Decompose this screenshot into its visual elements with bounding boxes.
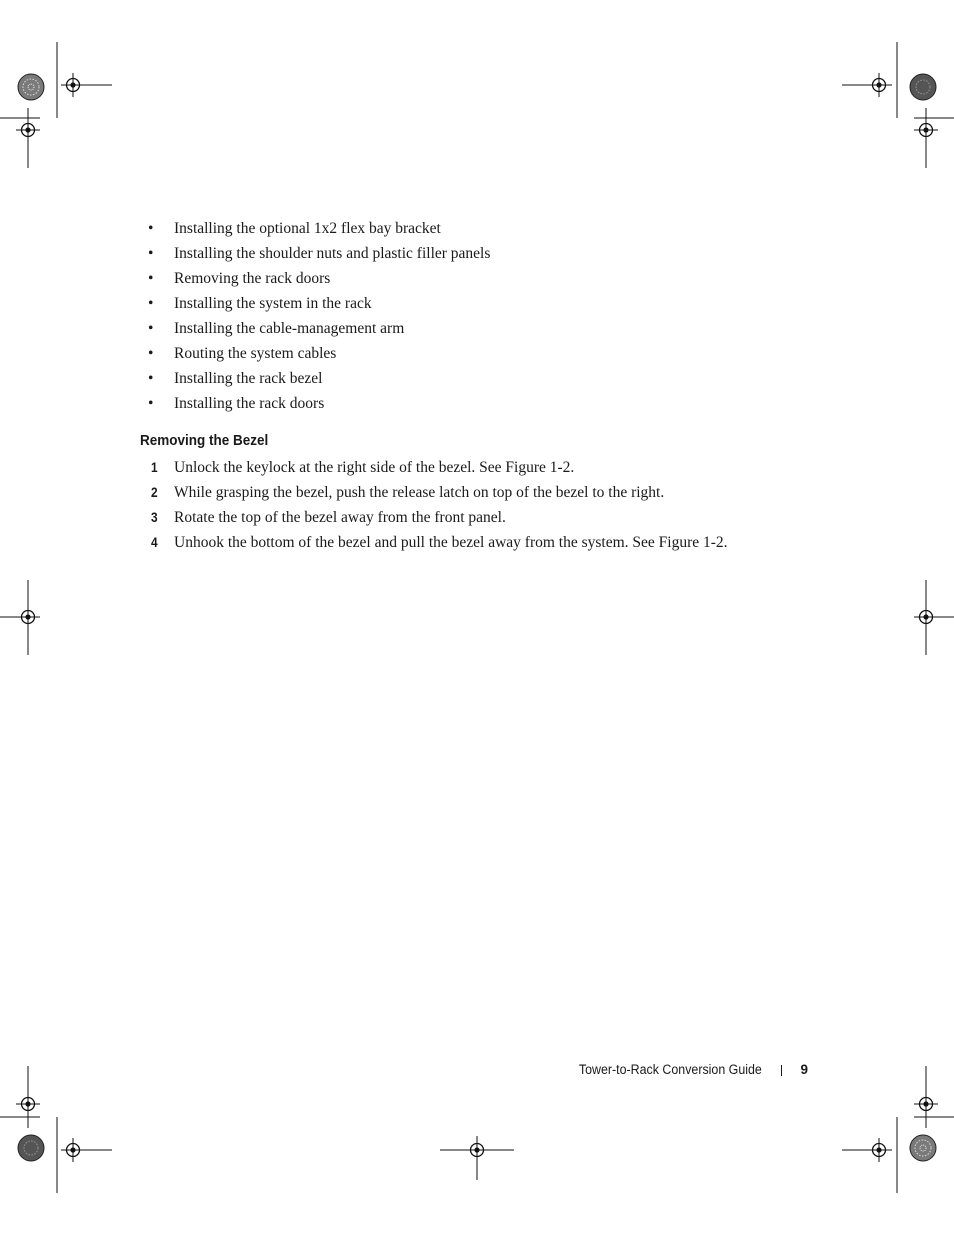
registration-target-icon [465, 1138, 489, 1162]
registration-target-icon [914, 1092, 938, 1116]
crop-mark-bottom-left [0, 1066, 112, 1193]
registration-target-icon [867, 1138, 891, 1162]
bullet-icon: • [148, 395, 154, 412]
registration-target-icon [914, 118, 938, 142]
list-item-text: Installing the shoulder nuts and plastic filler panels [174, 245, 491, 262]
color-bar-circle-top-right [910, 74, 936, 100]
section-heading: Removing the Bezel [140, 432, 269, 449]
step-text: Rotate the top of the bezel away from the front panel. [174, 509, 506, 526]
crop-mark-top-right [842, 42, 954, 168]
color-bar-circle-top-left [18, 74, 44, 100]
step-number: 1 [151, 459, 158, 475]
registration-target-icon [61, 1138, 85, 1162]
bullet-icon: • [148, 320, 154, 337]
step-number: 4 [151, 534, 158, 550]
page-number: 9 [800, 1062, 808, 1077]
registration-target-icon [16, 605, 40, 629]
list-item-text: Installing the optional 1x2 flex bay bracket [174, 220, 441, 237]
crop-mark-top-left [0, 42, 112, 168]
registration-target-icon [867, 73, 891, 97]
registration-target-icon [61, 73, 85, 97]
bullet-icon: • [148, 245, 154, 262]
bullet-icon: • [148, 220, 154, 237]
bullet-icon: • [148, 295, 154, 312]
bullet-icon: • [148, 370, 154, 387]
step-text: Unlock the keylock at the right side of the bezel. See Figure 1-2. [174, 459, 575, 476]
footer-separator [781, 1065, 782, 1076]
crop-mark-bottom-right [842, 1066, 954, 1193]
step-text: Unhook the bottom of the bezel and pull the bezel away from the system. See Figure 1-2. [174, 534, 728, 551]
bullet-icon: • [148, 345, 154, 362]
list-item-text: Installing the rack bezel [174, 370, 323, 387]
color-bar-circle-bottom-right [910, 1135, 936, 1161]
step-number: 2 [151, 484, 158, 500]
list-item-text: Installing the cable-management arm [174, 320, 405, 337]
registration-target-icon [914, 605, 938, 629]
page-footer [563, 1058, 808, 1082]
list-item-text: Installing the rack doors [174, 395, 325, 412]
list-item-text: Installing the system in the rack [174, 295, 372, 312]
bullet-icon: • [148, 270, 154, 287]
footer-guide-title: Tower-to-Rack Conversion Guide [578, 1062, 762, 1077]
step-number: 3 [151, 509, 158, 525]
list-item-text: Removing the rack doors [174, 270, 331, 287]
list-item-text: Routing the system cables [174, 345, 337, 362]
step-text: While grasping the bezel, push the release latch on top of the bezel to the right. [174, 484, 665, 501]
color-bar-circle-bottom-left [18, 1135, 44, 1161]
registration-target-icon [16, 1092, 40, 1116]
registration-target-icon [16, 118, 40, 142]
